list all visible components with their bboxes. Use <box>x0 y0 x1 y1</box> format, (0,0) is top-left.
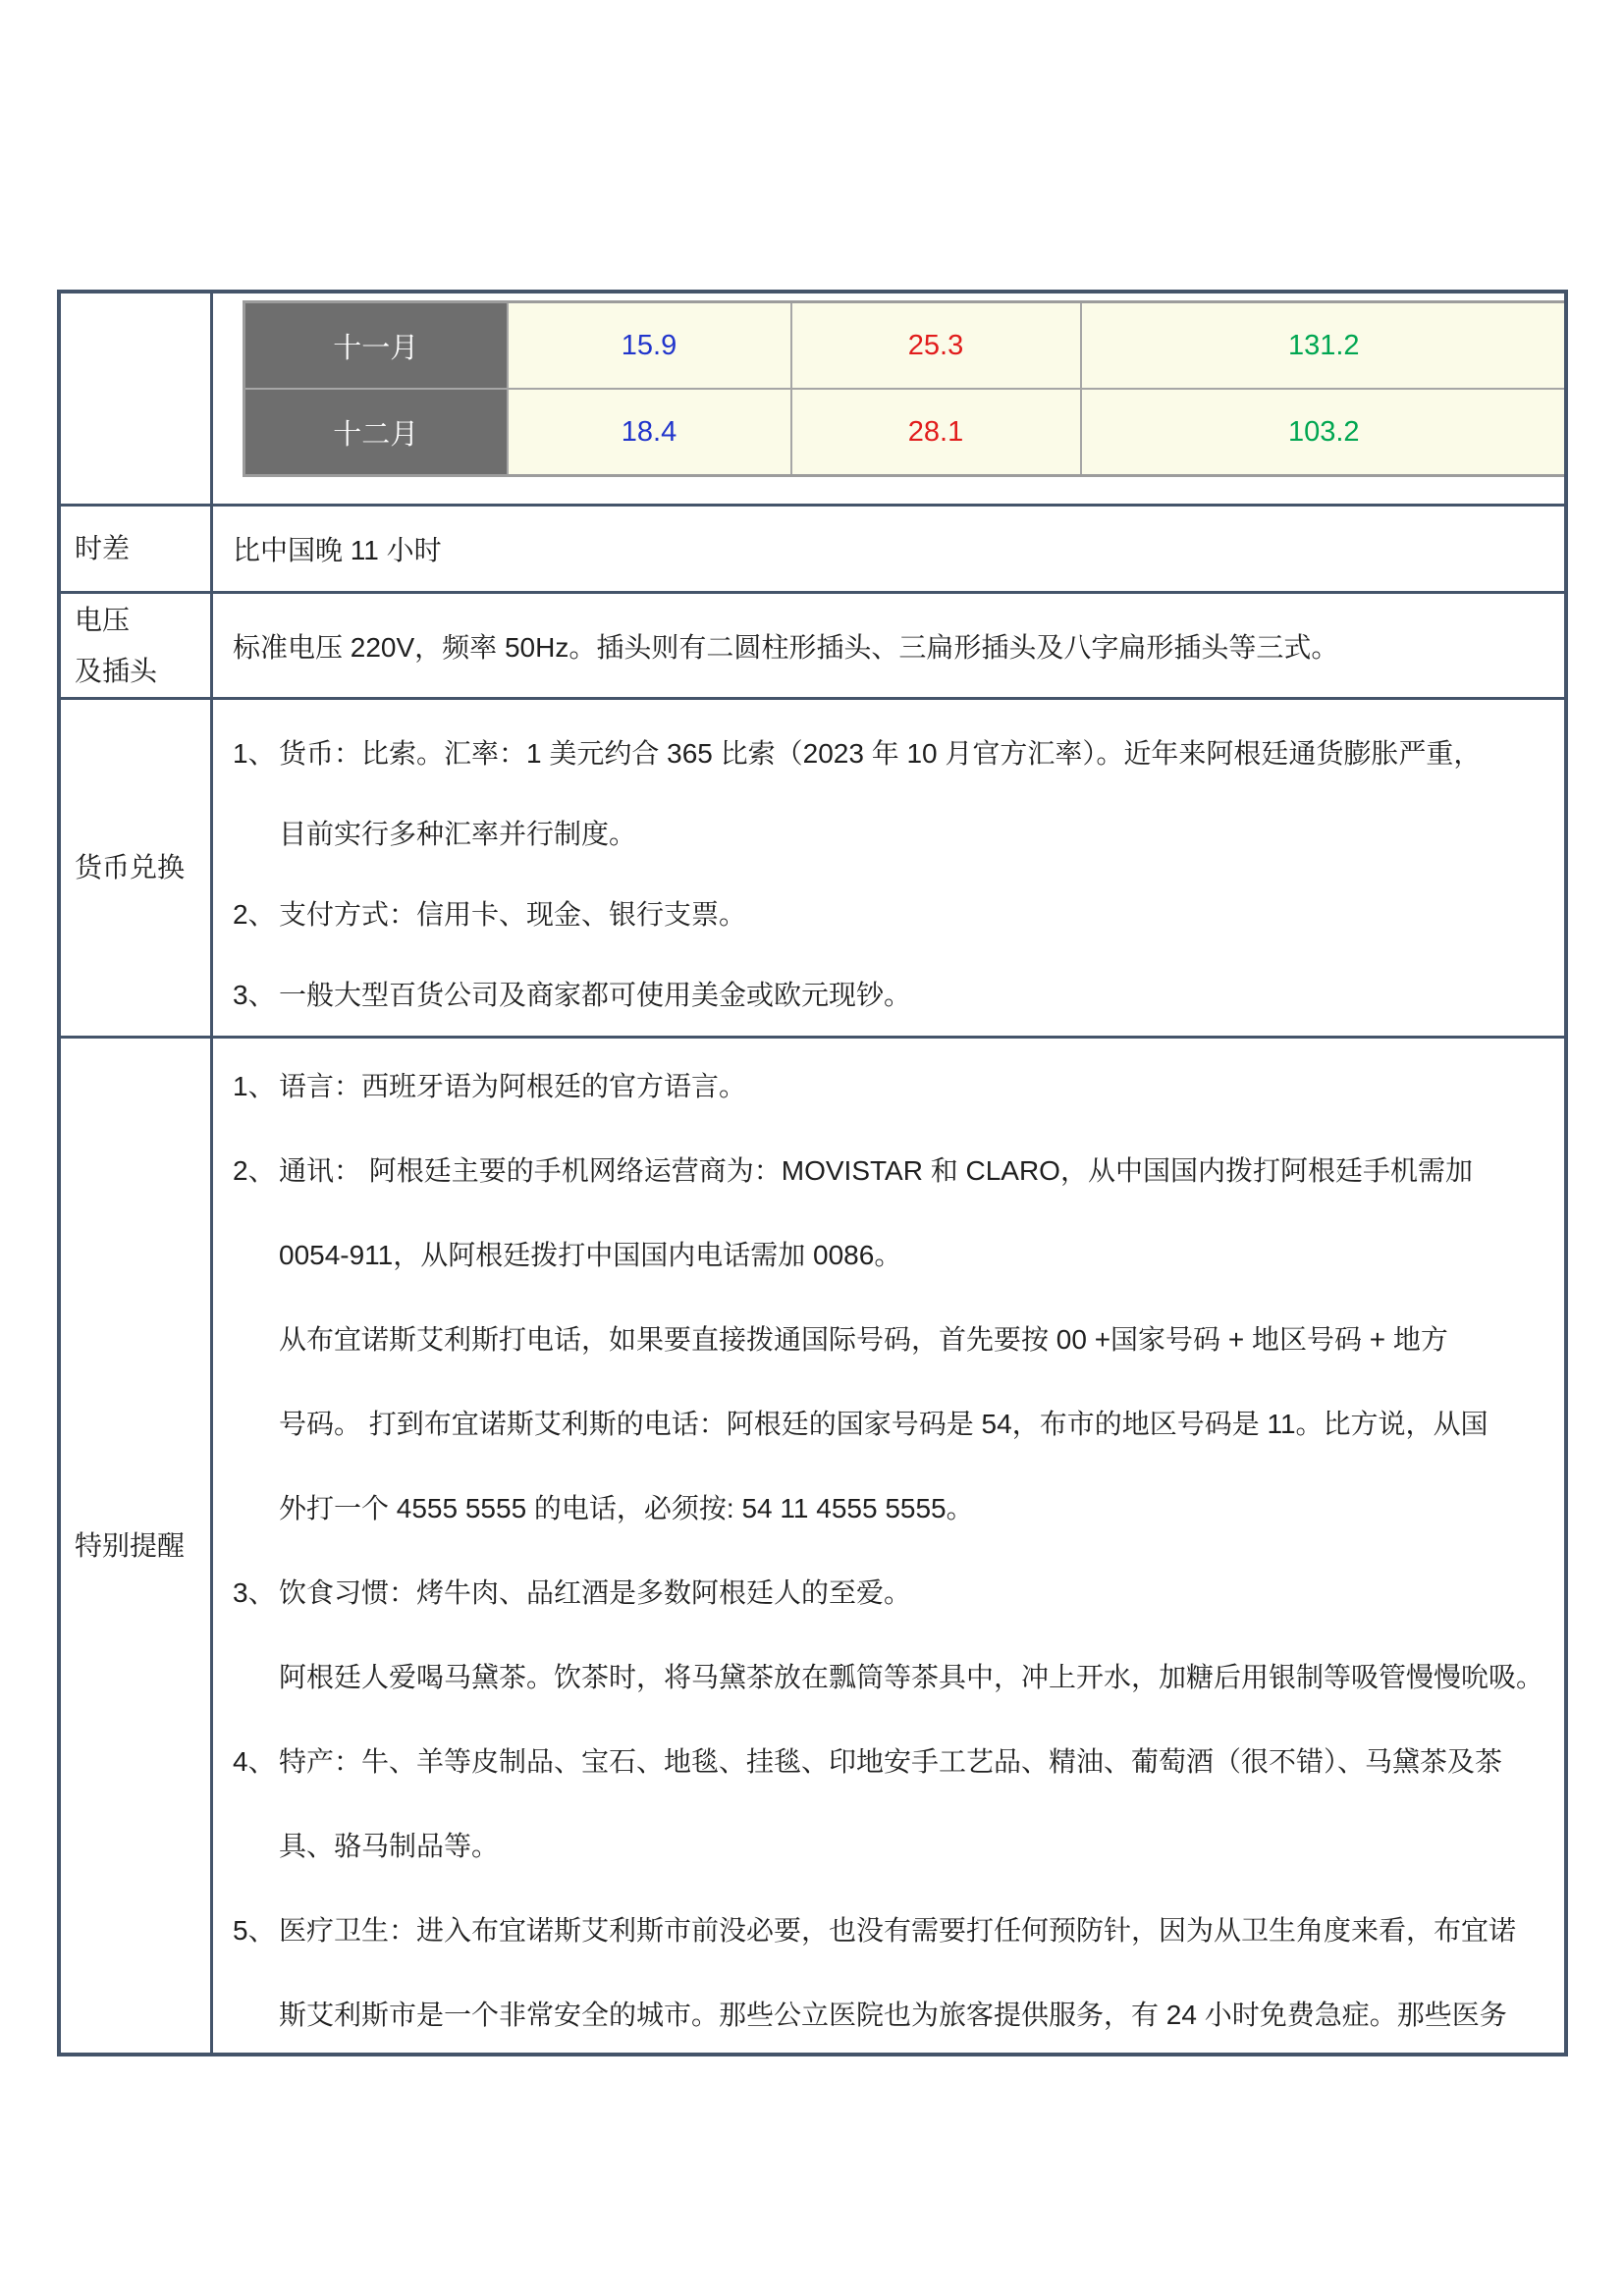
item-text: 语言：西班牙语为阿根廷的官方语言。 <box>279 1071 747 1101</box>
item-text: 货币：比索。汇率：1 美元约合 365 比索（2023 年 10 月官方汇率）。近年来阿根廷通货膨胀严重， <box>279 738 1482 769</box>
item-text: 号码。 打到布宜诺斯艾利斯的电话：阿根廷的国家号码是 54，布市的地区号码是 11。比方说，从国 <box>279 1409 1489 1439</box>
row-label <box>61 700 213 1036</box>
list-item <box>233 1380 1550 1465</box>
month-cell: 十二月 <box>244 389 508 476</box>
list-item <box>233 1211 1550 1296</box>
item-text: 从布宜诺斯艾利斯打电话，如果要直接拨通国际号码，首先要按 00 +国家号码 + 地区号码 + 地方 <box>279 1324 1448 1355</box>
list-item <box>233 1296 1550 1380</box>
item-text: 一般大型百货公司及商家都可使用美金或欧元现钞。 <box>279 980 912 1010</box>
item-number: 3、 <box>233 980 276 1010</box>
currency-row <box>61 697 1564 1036</box>
item-number: 1、 <box>233 738 276 769</box>
list-item <box>233 1549 1550 1633</box>
time-diff-text: 比中国晚 11 小时 <box>233 535 442 565</box>
low-temp-cell: 15.9 <box>508 302 791 390</box>
list-item <box>233 873 1550 953</box>
item-text: 外打一个 4555 5555 的电话，必须按: 54 11 4555 5555。 <box>279 1493 974 1523</box>
item-text: 饮食习惯：烤牛肉、品红酒是多数阿根廷人的至爱。 <box>279 1577 912 1608</box>
list-item <box>233 1718 1550 1802</box>
list-item <box>233 1465 1550 1549</box>
voltage-label-line2: 及插头 <box>75 655 158 686</box>
time-diff-label: 时差 <box>75 533 131 563</box>
reminders-label: 特别提醒 <box>75 1529 186 1561</box>
table-row <box>244 389 1565 476</box>
item-number: 3、 <box>233 1577 276 1608</box>
item-number: 2、 <box>233 899 276 930</box>
climate-row <box>61 294 1564 504</box>
voltage-row <box>61 591 1564 697</box>
reminders-content <box>213 1039 1564 2053</box>
item-text: 斯艾利斯市是一个非常安全的城市。那些公立医院也为旅客提供服务，有 24 小时免费急症。那些医务 <box>279 2000 1507 2030</box>
row-label <box>61 1039 213 2053</box>
time-diff-content <box>213 507 1564 591</box>
item-number: 5、 <box>233 1915 276 1946</box>
row-label <box>61 594 213 697</box>
item-text: 通讯： 阿根廷主要的手机网络运营商为：MOVISTAR 和 CLARO，从中国国内拨打阿根廷手机需加 <box>279 1155 1473 1186</box>
list-item <box>233 792 1550 873</box>
item-number: 1、 <box>233 1071 276 1101</box>
voltage-content <box>213 594 1564 697</box>
item-number: 4、 <box>233 1746 276 1777</box>
list-item <box>233 1127 1550 1211</box>
climate-row-label-cell <box>61 294 213 504</box>
list-item <box>233 1971 1550 2053</box>
time-diff-row <box>61 504 1564 591</box>
voltage-label-line1: 电压 <box>75 604 131 635</box>
table-row <box>244 302 1565 390</box>
list-item <box>233 1802 1550 1887</box>
item-text: 具、骆马制品等。 <box>279 1831 500 1861</box>
climate-row-content <box>213 294 1564 504</box>
item-text: 特产：牛、羊等皮制品、宝石、地毯、挂毯、印地安手工艺品、精油、葡萄酒（很不错）、马黛茶及茶 <box>279 1746 1503 1777</box>
low-temp-cell: 18.4 <box>508 389 791 476</box>
info-table <box>57 290 1568 2056</box>
rainfall-cell: 131.2 <box>1081 302 1565 390</box>
item-text: 目前实行多种汇率并行制度。 <box>279 819 637 849</box>
month-cell: 十一月 <box>244 302 508 390</box>
climate-table <box>243 300 1564 477</box>
rainfall-cell: 103.2 <box>1081 389 1565 476</box>
list-item <box>233 1887 1550 1971</box>
item-text: 支付方式：信用卡、现金、银行支票。 <box>279 899 747 930</box>
list-item <box>233 1042 1550 1127</box>
list-item <box>233 712 1550 792</box>
climate-table-wrap <box>233 294 1550 477</box>
reminders-row <box>61 1036 1564 2053</box>
item-text: 阿根廷人爱喝马黛茶。饮茶时，将马黛茶放在瓢筒等茶具中，冲上开水，加糖后用银制等吸管慢慢吮吸。 <box>279 1662 1544 1692</box>
row-label <box>61 507 213 591</box>
list-item <box>233 953 1550 1034</box>
high-temp-cell: 28.1 <box>791 389 1081 476</box>
item-text: 0054-911，从阿根廷拨打中国国内电话需加 0086。 <box>279 1240 902 1270</box>
item-number: 2、 <box>233 1155 276 1186</box>
currency-label: 货币兑换 <box>75 852 186 882</box>
voltage-text: 标准电压 220V，频率 50Hz。插头则有二圆柱形插头、三扁形插头及八字扁形插头等三式。 <box>233 631 1339 663</box>
currency-content <box>213 700 1564 1036</box>
item-text: 医疗卫生：进入布宜诺斯艾利斯市前没必要，也没有需要打任何预防针，因为从卫生角度来看，布宜诺 <box>279 1915 1517 1946</box>
high-temp-cell: 25.3 <box>791 302 1081 390</box>
list-item <box>233 1633 1550 1718</box>
